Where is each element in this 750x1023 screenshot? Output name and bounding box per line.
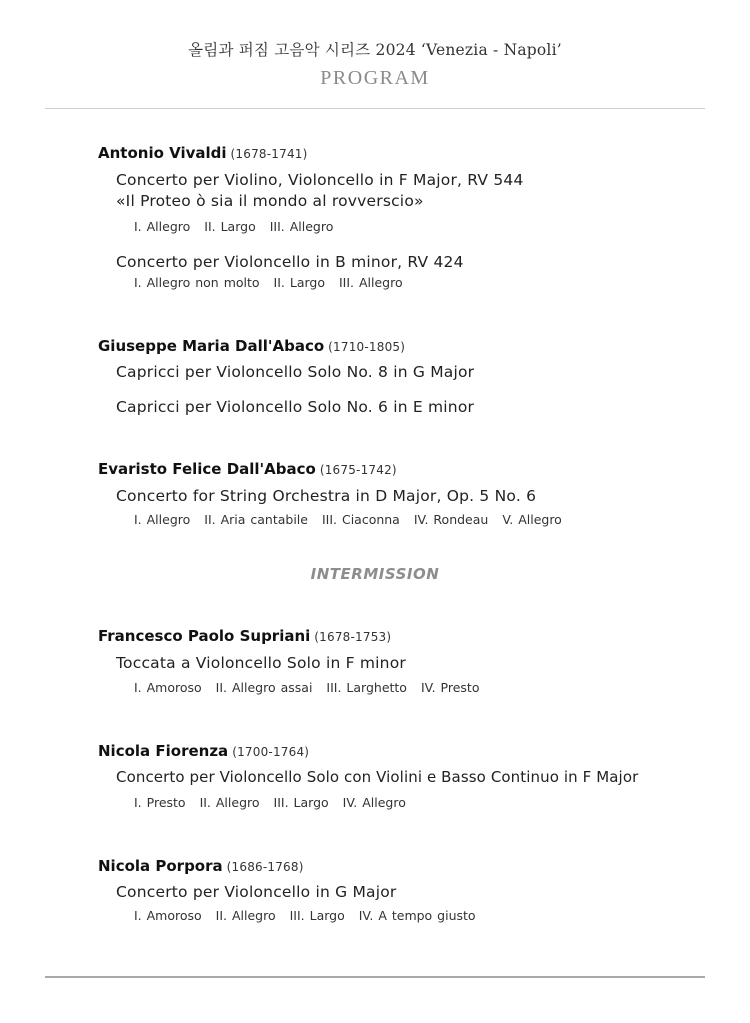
composer-name: Francesco Paolo Supriani [98, 627, 311, 645]
movement-list [134, 908, 485, 923]
composer-dates: (1678-1741) [230, 147, 308, 161]
composer-heading [98, 742, 309, 760]
work-title: Concerto per Violoncello in G Major [116, 883, 397, 901]
work-subtitle: «Il Proteo ò sia il mondo al rovverscio» [116, 192, 424, 210]
composer-heading [98, 857, 304, 875]
work-title: Toccata a Violoncello Solo in F minor [116, 654, 406, 672]
work-title: Capricci per Violoncello Solo No. 8 in G Major [116, 363, 475, 381]
composer-name: Nicola Fiorenza [98, 742, 229, 760]
work-title: Capricci per Violoncello Solo No. 6 in E minor [116, 398, 475, 416]
movement: I. Allegro [134, 219, 191, 234]
composer-name: Nicola Porpora [98, 857, 223, 875]
work-title: Concerto per Violino, Violoncello in F Major, RV 544 [116, 171, 524, 189]
composer-heading [98, 627, 391, 645]
top-divider [45, 108, 705, 109]
composer-heading [98, 460, 397, 478]
composer-dates: (1686-1768) [226, 860, 304, 874]
composer-name: Antonio Vivaldi [98, 144, 227, 162]
movement: III. Larghetto [326, 680, 407, 695]
movement-list [134, 219, 342, 234]
intermission-label: INTERMISSION [310, 565, 440, 583]
movement: III. Largo [273, 795, 329, 810]
movement: I. Amoroso [134, 680, 202, 695]
program-title: PROGRAM [320, 67, 430, 89]
work-title: Concerto for String Orchestra in D Major, Op. 5 No. 6 [116, 487, 537, 505]
movement: I. Amoroso [134, 908, 202, 923]
movement: III. Allegro [269, 219, 334, 234]
composer-heading [98, 337, 405, 355]
bottom-divider [45, 976, 705, 978]
movement: II. Largo [204, 219, 256, 234]
work-title: Concerto per Violoncello in B minor, RV 424 [116, 253, 464, 271]
movement: I. Presto [134, 795, 186, 810]
movement: V. Allegro [502, 512, 562, 527]
composer-name: Evaristo Felice Dall'Abaco [98, 460, 316, 478]
page-header [0, 38, 750, 90]
movement-list [134, 275, 412, 290]
composer-heading [98, 144, 308, 162]
movement: II. Largo [273, 275, 325, 290]
movement: I. Allegro non molto [134, 275, 260, 290]
movement: III. Largo [289, 908, 345, 923]
composer-dates: (1700-1764) [232, 745, 310, 759]
movement: IV. Presto [420, 680, 480, 695]
movement-list [134, 680, 488, 695]
movement: III. Ciaconna [321, 512, 400, 527]
movement: II. Aria cantabile [204, 512, 308, 527]
movement: I. Allegro [134, 512, 191, 527]
composer-dates: (1678-1753) [314, 630, 392, 644]
movement: II. Allegro [215, 908, 276, 923]
composer-dates: (1675-1742) [319, 463, 397, 477]
composer-name: Giuseppe Maria Dall'Abaco [98, 337, 325, 355]
movement: II. Allegro assai [215, 680, 313, 695]
movement: II. Allegro [199, 795, 260, 810]
movement: III. Allegro [338, 275, 403, 290]
movement-list [134, 795, 415, 810]
movement: IV. Allegro [342, 795, 406, 810]
series-title: 올림과 퍼짐 고음악 시리즈 2024 ‘Venezia - Napoli’ [188, 41, 562, 59]
movement-list [134, 512, 571, 527]
movement: IV. A tempo giusto [358, 908, 476, 923]
movement: IV. Rondeau [413, 512, 489, 527]
composer-dates: (1710-1805) [328, 340, 406, 354]
work-title: Concerto per Violoncello Solo con Violini e Basso Continuo in F Major [116, 768, 639, 786]
